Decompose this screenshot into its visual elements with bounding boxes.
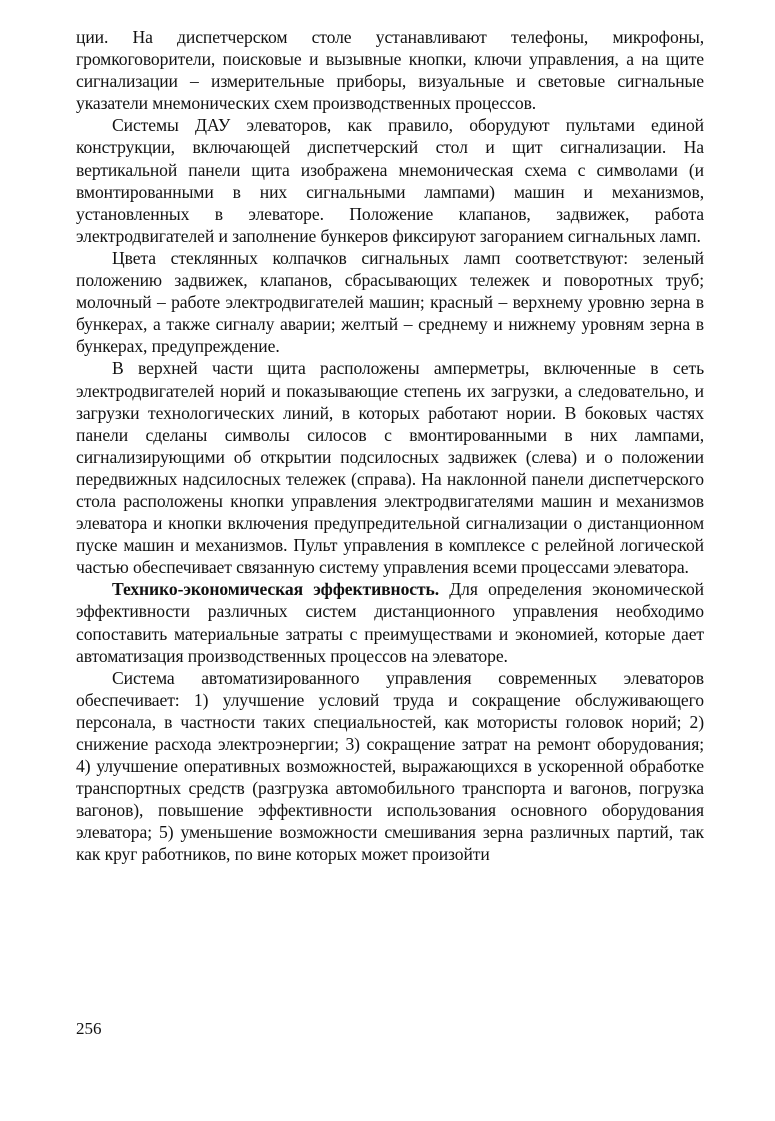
paragraph-6: [76, 667, 704, 866]
paragraph-1: [76, 26, 704, 114]
section-heading-runin: Технико-экономическая эффективность.: [112, 579, 440, 600]
paragraph-5: [76, 578, 704, 666]
page-body: [76, 26, 704, 866]
page-number: 256: [76, 1019, 102, 1038]
paragraph-3: [76, 247, 704, 357]
paragraph-2-text: Системы ДАУ элеваторов, как правило, оборудуют пультами единой конструкции, включающей диспетчерский стол и щит сигнализации. На вертикальной панели щита изображена мнемоническая схема с символами (и вмонтированными в них сигнальными лампами) машин и механизмов, установленных в элеваторе. Положение клапанов, задвижек, работа электродвигателей и заполнение бункеров фиксируют загоранием сигнальных ламп.: [76, 115, 704, 246]
paragraph-1-text: ции. На диспетчерском столе устанавливают телефоны, микрофоны, громкоговорители, поисковые и вызывные кнопки, ключи управления, а на щите сигнализации – измерительные приборы, визуальные и световые сигнальные указатели мнемонических схем производственных процессов.: [76, 27, 704, 114]
paragraph-4: [76, 357, 704, 578]
paragraph-3-text: Цвета стеклянных колпачков сигнальных ламп соответствуют: зеленый положению задвижек, клапанов, сбрасывающих тележек и поворотных труб; молочный – работе электродвигателей машин; красный – верхнему уровню зерна в бункерах, а также сигналу аварии; желтый – среднему и нижнему уровням зерна в бункерах, предупреждение.: [76, 247, 704, 357]
paragraph-5-text: Для определения экономической эффективности различных систем дистанционного управления необходимо сопоставить материальные затраты с преимуществами и экономией, которые дает автоматизация производственных процессов на элеваторе.: [76, 579, 704, 666]
paragraph-4-text: В верхней части щита расположены амперметры, включенные в сеть электродвигателей норий и показывающие степень их загрузки, а следовательно, и загрузки технологических линий, в которых работают нории. В боковых частях панели сделаны символы силосов с вмонтированными в них лампами, сигнализирующими об открытии подсилосных задвижек (слева) и о положении передвижных надсилосных тележек (справа). На наклонной панели диспетчерского стола расположены кнопки управления электродвигателями машин и механизмов элеватора и кнопки включения предупредительной сигнализации о дистанционном пуске машин и механизмов. Пульт управления в комплексе с релейной логической частью обеспечивает связанную систему управления всеми процессами элеватора.: [76, 358, 704, 578]
paragraph-2: [76, 114, 704, 247]
paragraph-6-text: Система автоматизированного управления современных элеваторов обеспечивает: 1) улучшение условий труда и сокращение обслуживающего персонала, в частности таких специальностей, как мотористы головок норий; 2) снижение расхода электроэнергии; 3) сокращение затрат на ремонт оборудования; 4) улучшение оперативных возможностей, выражающихся в ускоренной обработке транспортных средств (разгрузка автомобильного транспорта и вагонов, погрузка вагонов), повышение эффективности использования основного оборудования элеватора; 5) уменьшение возможности смешивания зерна различных партий, так как круг работников, по вине которых может произойти: [76, 667, 704, 865]
